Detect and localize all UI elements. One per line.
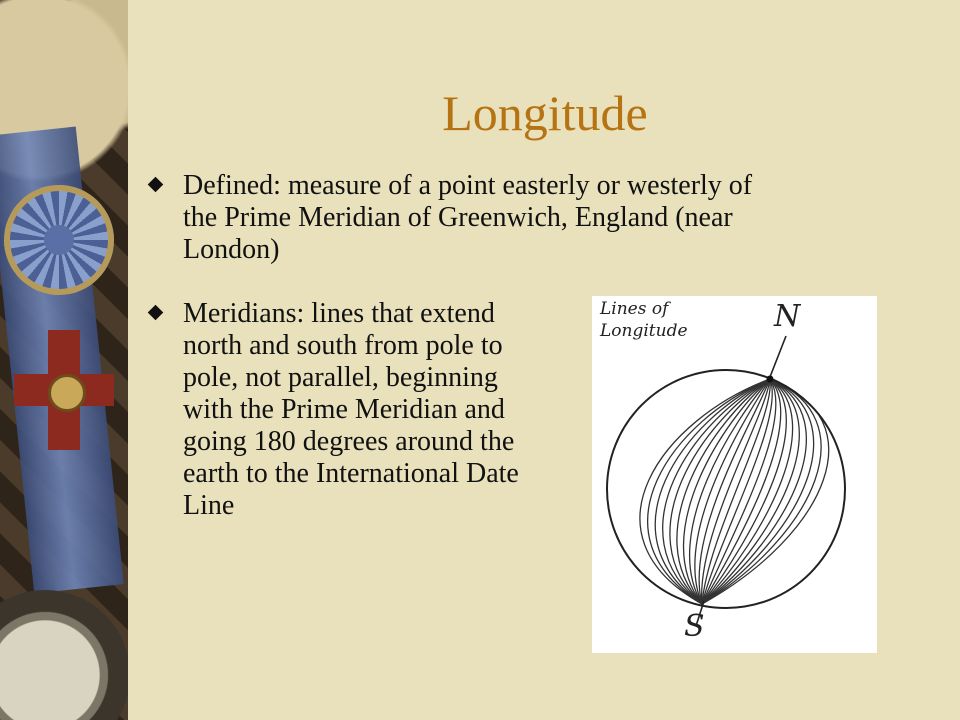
globe-drawing: [592, 296, 877, 653]
longitude-globe-figure: [592, 296, 877, 653]
decorative-photo-strip: [0, 0, 128, 720]
rosette-decoration: [4, 185, 114, 295]
bullet-text: Defined: measure of a point easterly or westerly of the Prime Meridian of Greenwich, England (near London): [183, 170, 753, 265]
compass-decoration: [0, 590, 128, 720]
slide-title: Longitude: [442, 85, 648, 141]
diamond-bullet-icon: [148, 305, 164, 321]
north-pole-label: N: [774, 299, 801, 334]
meridian-line: [695, 379, 770, 604]
south-pole-label: S: [684, 609, 705, 644]
figure-label: Lines of Longitude: [600, 299, 688, 341]
bullet-text: Meridians: lines that extend north and south from pole to pole, not parallel, beginning with the Prime Meridian and going 180 degrees around the earth to the International Date Line: [183, 298, 519, 521]
bullet-meridians: [183, 298, 543, 522]
bullet-defined: [183, 170, 753, 266]
meridian-line: [640, 379, 770, 604]
medal-cross-decoration: [14, 330, 114, 450]
diamond-bullet-icon: [148, 177, 164, 193]
